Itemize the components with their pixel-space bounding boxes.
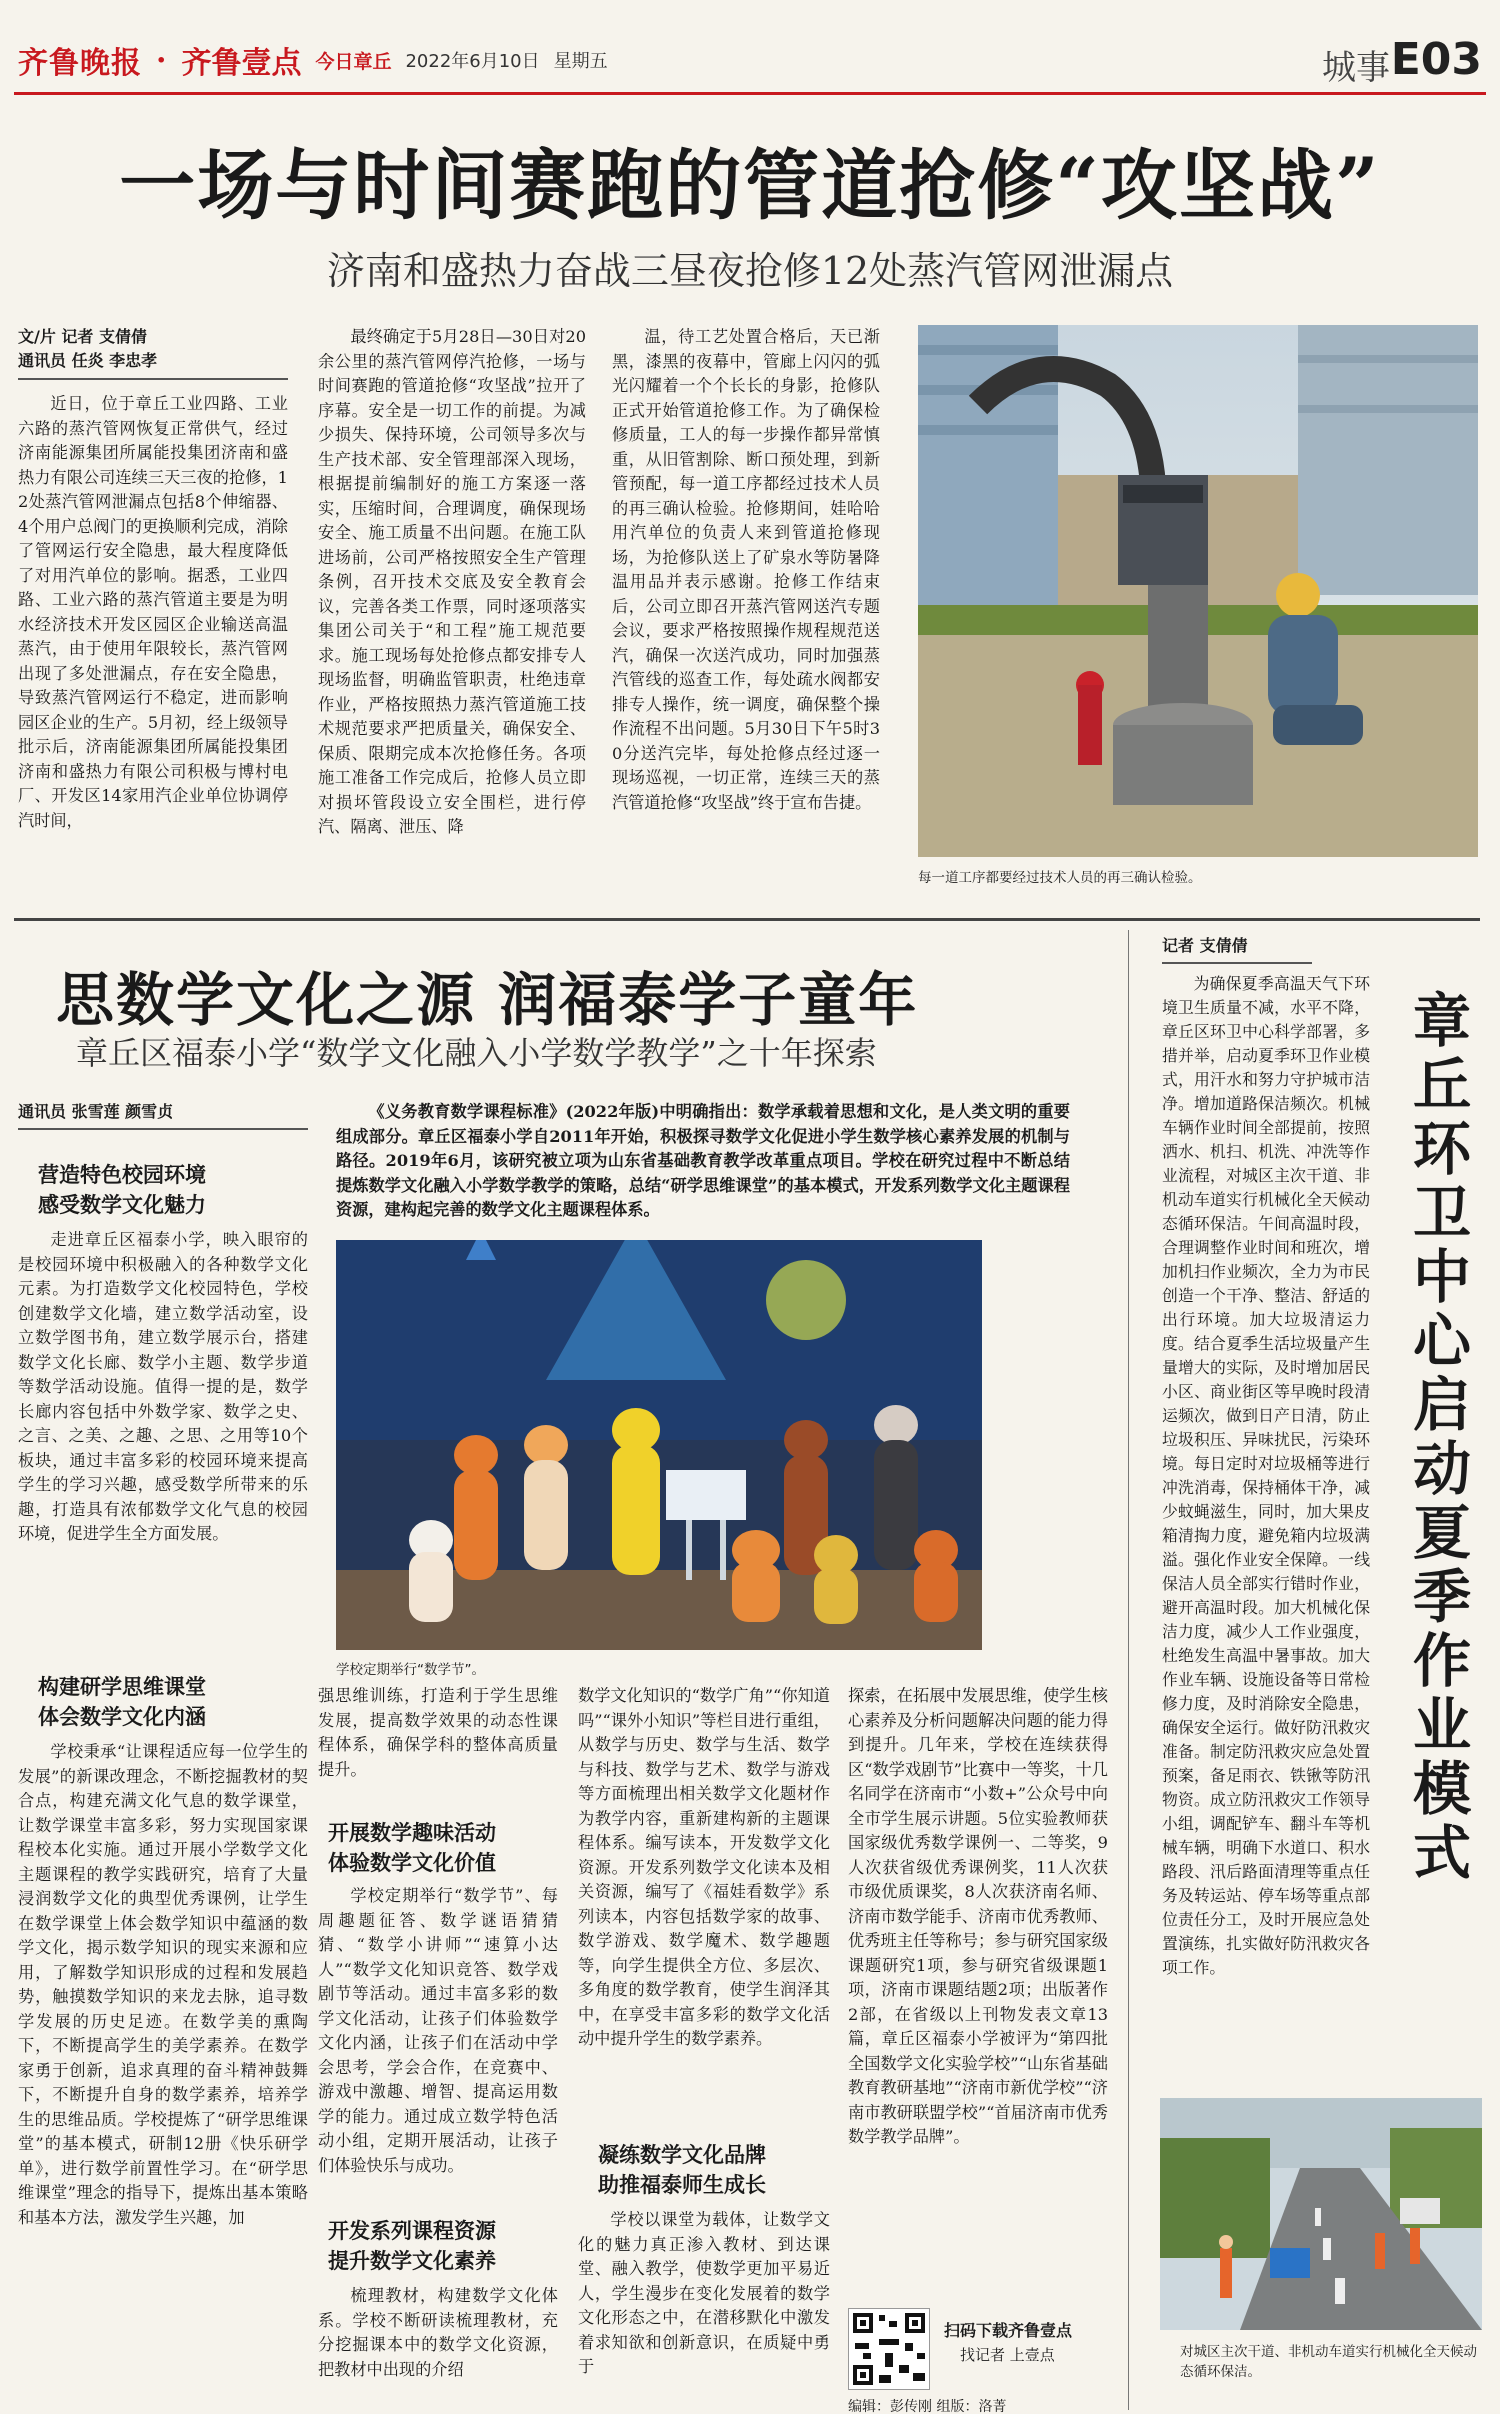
app-logo: 齐鲁壹点: [181, 46, 302, 81]
story1-photo-caption: 每一道工序都要经过技术人员的再三确认检验。: [918, 870, 1202, 886]
section-divider: [14, 918, 1480, 921]
newspaper-logo: 齐鲁晚报: [18, 46, 142, 81]
story2-section-3-text: 学校定期举行“数学节”、每周趣题征答、数学谜语猜猜猜、“数学小讲师”“速算小达人”“数学文化知识竞答、数学戏剧节等活动。通过丰富多彩的数学文化活动，让孩子们体验数学文化内涵，让孩子们在活动中学会思考，学会合作，在竞赛中、游戏中激趣、增智、提高运用数学的能力。通过成立数学特色活动小组，定期开展活动，让孩子们体验快乐与成功。: [318, 1886, 558, 2175]
story3-body: 为确保夏季高温天气下环境卫生质量不减，水平不降，章丘区环卫中心科学部署，多措并举，启动夏季环卫作业模式，用汗水和努力守护城市洁净。增加道路保洁频次。机械车辆作业时间全部提前，按照洒水、机扫、机洗、冲洗等作业流程，对城区主次干道、非机动车道实行机械化全天候动态循环保洁。午间高温时段，合理调整作业时间和班次，增加机扫作业频次，全力为市民创造一个干净、整洁、舒适的出行环境。加大垃圾清运力度。结合夏季生活垃圾量产生量增大的实际，及时增加居民小区、商业街区等早晚时段清运频次，做到日产日清，防止垃圾积压、异味扰民，污染环境。每日定时对垃圾桶等进行冲洗消毒，保持桶体干净，减少蚊蝇滋生，同时，加大果皮箱清掏力度，避免箱内垃圾满溢。强化作业安全保障。一线保洁人员全部实行错时作业，避开高温时段。加大机械化保洁力度，减少人工作业强度，杜绝发生高温中暑事故。加大作业车辆、设施设备等日常检修力度，及时消除安全隐患，确保安全运行。做好防汛救灾准备。制定防汛救灾应急处置预案，备足雨衣、铁锹等防汛物资。成立防汛救灾工作领导小组，调配铲车、翻斗车等机械车辆，明确下水道口、积水路段、汛后路面清理等重点任务及转运站、停车场等重点部位责任分工，及时开展应急处置演练，扎实做好防汛救灾各项工作。: [1162, 974, 1370, 1977]
story2-byline: 通讯员 张雪莲 颜雪贞: [18, 1102, 174, 1121]
story1-column-1: 近日，位于章丘工业四路、工业六路的蒸汽管网恢复正常供气，经过济南能源集团所属能投集团济南和盛热力有限公司连续三天三夜的抢修，12处蒸汽管网泄漏点包括8个伸缩器、4个用户总阀门的更换顺利完成，消除了管网运行安全隐患，最大程度降低了对用汽单位的影响。据悉，工业四路、工业六路的蒸汽管道主要是为明水经济技术开发区园区企业输送高温蒸汽，由于使用年限较长，蒸汽管网出现了多处泄漏点，存在安全隐患，导致蒸汽管网运行不稳定，进而影响园区企业的生产。5月初，经上级领导批示后，济南能源集团所属能投集团济南和盛热力有限公司积极与博村电厂、开发区14家用汽企业单位协调停汽时间，: [18, 394, 288, 830]
story1-byline-correspondent: 通讯员 任炎 李忠孝: [18, 351, 158, 370]
qr-code-icon: [849, 2309, 929, 2389]
story1-photo: [918, 325, 1478, 857]
story2-column-d: 探索，在拓展中发展思维，使学生核心素养及分析问题解决问题的能力得到提升。几年来，学校在连续获得区“数学戏剧节”比赛中一等奖，十几名同学在济南市“小数+”公众号中向全市学生展示讲题。5位实验教师获国家级优秀数学课例一、二等奖，9人次获省级优秀课例奖，11人次获市级优质课奖，8人次获济南名师、济南市数学能手、济南市优秀教师、优秀班主任等称号；参与研究国家级课题研究1项，参与研究省级课题1项，济南市课题结题2项；出版著作2部，在省级以上刊物发表文章13篇，章丘区福泰小学被评为“第四批全国数学文化实验学校”“山东省基础教育教研基地”“济南市新优学校”“济南市教研联盟学校”“首届济南市优秀数学教学品牌”。: [848, 1686, 1108, 2146]
issue-weekday: 星期五: [553, 51, 608, 72]
story3-headline: 章丘环卫中心启动夏季作业模式: [1403, 990, 1471, 1886]
story2-subhead-1: 营造特色校园环境 感受数学文化魅力: [38, 1163, 206, 1217]
story2-column-b-top: 强思维训练，打造利于学生思维发展，提高数学效果的动态性课程体系，确保学科的整体高质量提升。: [318, 1686, 558, 1779]
page-number: E03: [1390, 34, 1482, 85]
qr-code[interactable]: [848, 2308, 930, 2390]
story2-column-c: 数学文化知识的“数学广角”“你知道吗”“课外小知识”等栏目进行重组，从数学与历史、数学与生活、数学与科技、数学与艺术、数学与游戏等方面梳理出相关数学文化题材作为教学内容，重新建构新的主题课程体系。编写读本，开发数学文化资源。开发系列数学文化读本及相关资源，编写了《福娃看数学》系列读本，内容包括数学家的故事、数学游戏、数学魔术、数学趣题等，向学生提供全方位、多层次、多角度的数学教育，使学生润泽其中，在享受丰富多彩的数学文化活动中提升学生的数学素养。: [578, 1686, 830, 2048]
story2-section-2-text: 学校秉承“让课程适应每一位学生的发展”的新课改理念，不断挖掘教材的契合点，构建充满文化气息的数学课堂，让数学课堂丰富多彩，努力实现国家课程校本化实施。通过开展小学数学文化主题课程的教学实践研究，培育了大量浸润数学文化的典型优秀课例，让学生在数学课堂上体会数学知识中蕴涵的数学文化，揭示数学知识的现实来源和应用，了解数学知识形成的过程和发展趋势，触摸数学知识的来龙去脉，追寻数学发展的历史足迹。在数学美的熏陶下，不断提高学生的美学素养。在数学家勇于创新，追求真理的奋斗精神鼓舞下，不断提升自身的数学素养，培养学生的思维品质。学校提炼了“研学思维课堂”的基本模式，研制12册《快乐研学单》，进行数学前置性学习。在“研学思维课堂”理念的指导下，提炼出基本策略和基本方法，激发学生兴趣，加: [18, 1742, 308, 2227]
story2-subhead-2: 构建研学思维课堂 体会数学文化内涵: [38, 1675, 206, 1729]
story2-subheadline: 章丘区福泰小学“数学文化融入小学数学教学”之十年探索: [76, 1034, 877, 1072]
pipeline-repair-illustration: [918, 325, 1478, 857]
story1-subheadline: 济南和盛热力奋战三昼夜抢修12处蒸汽管网泄漏点: [326, 249, 1174, 293]
math-festival-illustration: [336, 1240, 982, 1650]
edition-name: 今日章丘: [315, 50, 392, 73]
story2-section-1-text: 走进章丘区福泰小学，映入眼帘的是校园环境中积极融入的各种数学文化元素。为打造数学文化校园特色，学校创建数学文化墙，建立数学活动室，设立数学图书角，建立数学展示台，搭建数学文化长廊、数学小主题、数学步道等数学活动设施。值得一提的是，数学长廊内容包括中外数学家、数学之史、之言、之美、之趣、之思、之用等10个板块，通过丰富多彩的校园环境来提高学生的学习兴趣，感受数学所带来的乐趣，打造具有浓郁数学文化气息的校园环境，促进学生全方面发展。: [18, 1230, 308, 1543]
qr-download-label: 扫码下载齐鲁壹点: [944, 2321, 1073, 2340]
masthead: [18, 38, 608, 82]
story2-subhead-5: 凝练数学文化品牌 助推福泰师生成长: [598, 2143, 766, 2197]
story1-column-3: 温，待工艺处置合格后，天已渐黑，漆黑的夜幕中，管廊上闪闪的弧光闪耀着一个个长长的身影，抢修队正式开始管道抢修工作。为了确保检修质量，工人的每一步操作都异常慎重，从旧管割除、断口预处理，到新管预配，每一道工序都经过技术人员的再三确认检验。抢修期间，娃哈哈用汽单位的负责人来到管道抢修现场，为抢修队送上了矿泉水等防暑降温用品并表示感谢。抢修工作结束后，公司立即召开蒸汽管网送汽专题会议，要求严格按照操作规程规范送汽，确保一次送汽成功，同时加强蒸汽管线的巡查工作，每处疏水阀都安排专人操作，统一调度，确保整个操作流程不出问题。5月30日下午5时30分送汽完毕，每处抢修点经过逐一现场巡视，一切正常，连续三天的蒸汽管道抢修“攻坚战”终于宣布告捷。: [612, 327, 880, 812]
story1-byline: [18, 325, 298, 373]
story1-column-2: 最终确定于5月28日—30日对20余公里的蒸汽管网停汽抢修，一场与时间赛跑的管道抢修“攻坚战”拉开了序幕。安全是一切工作的前提。为减少损失、保持环境，公司领导多次与生产技术部、安全管理部深入现场，根据提前编制好的施工方案逐一落实，压缩时间，合理调度，确保现场安全、施工质量不出问题。在施工队进场前，公司严格按照安全生产管理条例，召开技术交底及安全教育会议，完善各类工作票，同时逐项落实集团公司关于“和工程”施工规范要求。施工现场每处抢修点都安排专人现场监督，明确监管职责，杜绝违章作业，严格按照热力蒸汽管道施工技术规范要求严把质量关，确保安全、保质、限期完成本次抢修任务。各项施工准备工作完成后，抢修人员立即对损坏管段设立安全围栏，进行停汽、隔离、泄压、降: [318, 327, 586, 836]
story2-lead: 《义务教育数学课程标准》(2022年版)中明确指出：数学承载着思想和文化，是人类文明的重要组成部分。章丘区福泰小学自2011年开始，积极探寻数学文化促进小学生数学核心素养发展的机制与路径。2019年6月，该研究被立项为山东省基础教育教学改革重点项目。学校在研究过程中不断总结提炼数学文化融入小学数学教学的策略，总结“研学思维课堂”的基本模式，开发系列数学文化主题课程资源，建构起完善的数学文化主题课程体系。: [336, 1102, 1070, 1219]
editor-credits: 编辑：彭传刚 组版：洛菁: [848, 2399, 1007, 2414]
story2-photo: [336, 1240, 982, 1650]
logo-dot: ·: [156, 42, 168, 78]
story2-section-4-text: 梳理教材，构建数学文化体系。学校不断研读梳理教材，充分挖掘课本中的数学文化资源，把教材中出现的介绍: [318, 2286, 558, 2379]
issue-date: 2022年6月10日: [405, 51, 540, 72]
story3-photo-caption: 对城区主次干道、非机动车道实行机械化全天候动态循环保洁。: [1180, 2344, 1477, 2380]
story2-subhead-3: 开展数学趣味活动 体验数学文化价值: [328, 1821, 496, 1875]
qr-find-reporter-label: 找记者 上壹点: [960, 2346, 1055, 2364]
story2-section-5-text: 学校以课堂为载体，让数学文化的魅力真正渗入教材、到达课堂、融入教学，使数学更加平易近人，学生漫步在变化发展着的数学文化形态之中，在潜移默化中激发着求知欲和创新意识，在质疑中勇于: [578, 2210, 830, 2376]
byline-rule-3: [1162, 962, 1312, 964]
byline-rule-2: [18, 1128, 308, 1130]
story1-byline-reporter: 文/片 记者 支倩倩: [18, 327, 147, 346]
story2-subhead-4: 开发系列课程资源 提升数学文化素养: [328, 2219, 496, 2273]
story1-headline: 一场与时间赛跑的管道抢修“攻坚战”: [119, 141, 1381, 230]
street-cleaning-illustration: [1160, 2098, 1482, 2330]
section-name: 城事: [1322, 48, 1390, 88]
story2-photo-caption: 学校定期举行“数学节”。: [336, 1662, 485, 1678]
story2-headline: 思数学文化之源 润福泰学子童年: [56, 966, 919, 1034]
story3-photo: [1160, 2098, 1482, 2330]
byline-rule: [18, 378, 288, 380]
header-rule: [14, 92, 1486, 95]
column-divider: [1128, 930, 1129, 2410]
story3-byline: 记者 支倩倩: [1162, 936, 1248, 955]
